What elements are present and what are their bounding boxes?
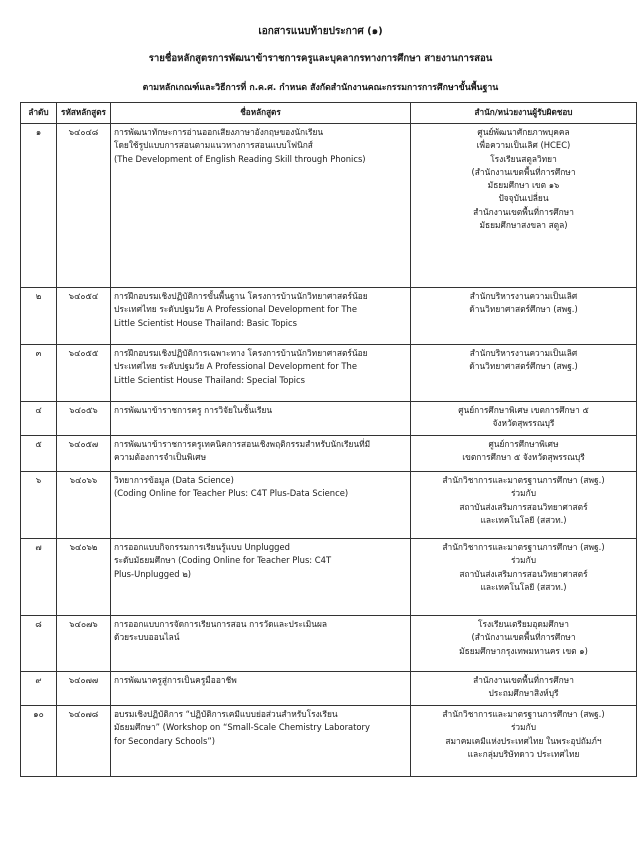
course-name-line: ประเทศไทย ระดับปฐมวัย A Professional Development for The (114, 361, 357, 372)
row-course-name (111, 124, 411, 288)
agency-line: (สำนักงานเขตพื้นที่การศึกษา (471, 632, 576, 643)
course-name-line: ความต้องการจำเป็นพิเศษ (114, 452, 207, 463)
agency-line: ร่วมกับ (510, 722, 537, 733)
course-name-line: การฝึกอบรมเชิงปฏิบัติการขั้นพื้นฐาน โครงการบ้านนักวิทยาศาสตร์น้อย (114, 291, 368, 301)
course-name-line: Plus-Unplugged ๒) (114, 568, 192, 579)
agency-line: สำนักงานเขตพื้นที่การศึกษา (473, 206, 574, 217)
table-body (21, 124, 637, 777)
course-name-line: การพัฒนาทักษะการอ่านออกเสียงภาษาอังกฤษของนักเรียน (114, 127, 324, 137)
row-course-name (111, 402, 411, 436)
agency-line: สำนักวิชาการและมาตรฐานการศึกษา (สพฐ.) (442, 542, 605, 552)
row-responsible-agency (411, 472, 637, 539)
row-order: ๗ (21, 539, 57, 616)
course-name-line: อบรมเชิงปฏิบัติการ “ปฏิบัติการเคมีแบบย่อส่วนสำหรับโรงเรียน (114, 709, 338, 719)
agency-line: ศูนย์พัฒนาศักยภาพบุคคล (477, 127, 570, 137)
row-order: ๑ (21, 124, 57, 288)
column-header-code: รหัสหลักสูตร (57, 103, 111, 124)
course-name-line: ประเทศไทย ระดับปฐมวัย A Professional Development for The (114, 304, 357, 315)
course-name-line: Little Scientist House Thailand: Special Topics (114, 374, 305, 385)
table-row (21, 616, 637, 672)
agency-line: สำนักวิชาการและมาตรฐานการศึกษา (สพฐ.) (442, 475, 605, 485)
row-course-code: ๖๔๐๔๘ (57, 124, 111, 288)
row-course-code: ๖๔๐๕๕ (57, 345, 111, 402)
course-name-line: for Secondary Schools”) (114, 735, 215, 746)
agency-line: สำนักงานเขตพื้นที่การศึกษา (473, 675, 574, 685)
row-responsible-agency (411, 616, 637, 672)
row-course-name (111, 288, 411, 345)
column-header-name: ชื่อหลักสูตร (111, 103, 411, 124)
row-responsible-agency (411, 539, 637, 616)
agency-line: ร่วมกับ (510, 488, 537, 499)
row-order: ๒ (21, 288, 57, 345)
row-course-code: ๖๔๐๗๘ (57, 706, 111, 777)
agency-line: ศูนย์การศึกษาพิเศษ เขตการศึกษา ๕ (458, 405, 589, 415)
row-course-name (111, 616, 411, 672)
table-row (21, 345, 637, 402)
course-name-line: วิทยาการข้อมูล (Data Science) (114, 475, 234, 485)
table-row (21, 124, 637, 288)
table-row (21, 402, 637, 436)
agency-line: เพื่อความเป็นเลิศ (HCEC) (476, 140, 571, 151)
row-order: ๑๐ (21, 706, 57, 777)
agency-line: ด้านวิทยาศาสตร์ศึกษา (สพฐ.) (469, 304, 578, 315)
agency-line: ศูนย์การศึกษาพิเศษ (488, 439, 559, 449)
agency-line: โรงเรียนเตรียมอุดมศึกษา (478, 619, 569, 629)
row-responsible-agency (411, 402, 637, 436)
row-responsible-agency (411, 436, 637, 472)
row-course-code: ๖๔๐๖๖ (57, 472, 111, 539)
row-responsible-agency (411, 124, 637, 288)
course-name-line: (The Development of English Reading Skill through Phonics) (114, 153, 366, 164)
row-responsible-agency (411, 672, 637, 706)
table-row (21, 436, 637, 472)
column-header-order: ลำดับ (21, 103, 57, 124)
row-course-code: ๖๔๐๗๗ (57, 672, 111, 706)
agency-line: มัธยมศึกษากรุงเทพมหานคร เขต ๑) (459, 645, 588, 656)
course-name-line: โดยใช้รูปแบบการสอนตามแนวทางการสอนแบบโฟนิกส์ (114, 140, 313, 151)
agency-line: ประถมศึกษาสิงห์บุรี (488, 688, 559, 699)
row-responsible-agency (411, 706, 637, 777)
agency-line: มัธยมศึกษา เขต ๑๖ (487, 180, 560, 191)
agency-line: สมาคมเคมีแห่งประเทศไทย ในพระอุปถัมภ์ฯ (445, 735, 602, 746)
agency-line: ร่วมกับ (510, 555, 537, 566)
agency-line: (สำนักงานเขตพื้นที่การศึกษา (471, 166, 576, 177)
course-name-line: (Coding Online for Teacher Plus: C4T Plus-Data Science) (114, 488, 349, 499)
course-name-line: การพัฒนาข้าราชการครูเทคนิคการสอนเชิงพฤติกรรมสำหรับนักเรียนที่มี (114, 439, 371, 449)
row-course-name (111, 706, 411, 777)
agency-line: และกลุ่มบริษัทดาว ประเทศไทย (467, 748, 580, 759)
course-name-line: ด้วยระบบออนไลน์ (114, 632, 180, 643)
row-course-name (111, 436, 411, 472)
document-title: เอกสารแนบท้ายประกาศ (๑) (258, 26, 383, 37)
course-name-line: Little Scientist House Thailand: Basic Topics (114, 317, 297, 328)
row-course-code: ๖๔๐๕๖ (57, 402, 111, 436)
row-order: ๔ (21, 402, 57, 436)
agency-line: ปัจจุบันเปลี่ยน (498, 193, 549, 204)
agency-line: สำนักบริหารงานความเป็นเลิศ (469, 348, 578, 358)
table-row (21, 288, 637, 345)
course-table (20, 102, 637, 777)
table-row (21, 706, 637, 777)
course-name-line: การพัฒนาครูสู่การเป็นครูมืออาชีพ (114, 675, 237, 685)
row-course-code: ๖๔๐๕๗ (57, 436, 111, 472)
course-name-line: การฝึกอบรมเชิงปฏิบัติการเฉพาะทาง โครงการบ้านนักวิทยาศาสตร์น้อย (114, 348, 368, 358)
course-name-line: การพัฒนาข้าราชการครู การวิจัยในชั้นเรียน (114, 405, 273, 415)
row-course-name (111, 672, 411, 706)
document-subtitle: รายชื่อหลักสูตรการพัฒนาข้าราชการครูและบุคลากรทางการศึกษา สายงานการสอน (148, 53, 493, 64)
row-responsible-agency (411, 288, 637, 345)
course-name-line: ระดับมัธยมศึกษา (Coding Online for Teacher Plus: C4T (114, 555, 332, 566)
row-course-name (111, 472, 411, 539)
row-order: ๙ (21, 672, 57, 706)
row-order: ๘ (21, 616, 57, 672)
table-row (21, 472, 637, 539)
agency-line: และเทคโนโลยี (สสวท.) (480, 514, 567, 525)
table-row (21, 672, 637, 706)
column-header-agency: สำนัก/หน่วยงานผู้รับผิดชอบ (411, 103, 637, 124)
agency-line: และเทคโนโลยี (สสวท.) (480, 581, 567, 592)
agency-line: สถาบันส่งเสริมการสอนวิทยาศาสตร์ (459, 501, 588, 512)
row-course-name (111, 539, 411, 616)
row-course-code: ๖๔๐๗๖ (57, 616, 111, 672)
table-row (21, 539, 637, 616)
course-name-line: การออกแบบการจัดการเรียนการสอน การวัดและประเมินผล (114, 619, 328, 629)
agency-line: สำนักบริหารงานความเป็นเลิศ (469, 291, 578, 301)
agency-line: มัธยมศึกษาสงขลา สตูล) (479, 220, 568, 231)
course-name-line: มัธยมศึกษา” (Workshop on “Small-Scale Chemistry Laboratory (114, 722, 370, 733)
row-order: ๓ (21, 345, 57, 402)
row-course-code: ๖๔๐๕๔ (57, 288, 111, 345)
table-header-row (21, 103, 637, 124)
agency-line: จังหวัดสุพรรณบุรี (492, 418, 555, 429)
row-order: ๖ (21, 472, 57, 539)
agency-line: ด้านวิทยาศาสตร์ศึกษา (สพฐ.) (469, 361, 578, 372)
row-course-code: ๖๔๐๖๒ (57, 539, 111, 616)
course-name-line: การออกแบบกิจกรรมการเรียนรู้แบบ Unplugged (114, 542, 290, 552)
agency-line: โรงเรียนสตูลวิทยา (490, 153, 557, 164)
agency-line: สถาบันส่งเสริมการสอนวิทยาศาสตร์ (459, 568, 588, 579)
row-responsible-agency (411, 345, 637, 402)
agency-line: เขตการศึกษา ๕ จังหวัดสุพรรณบุรี (462, 452, 585, 463)
row-order: ๕ (21, 436, 57, 472)
document-subtitle-2: ตามหลักเกณฑ์และวิธีการที่ ก.ค.ศ. กำหนด สังกัดสำนักงานคณะกรรมการการศึกษาขั้นพื้นฐาน (142, 83, 499, 93)
row-course-name (111, 345, 411, 402)
agency-line: สำนักวิชาการและมาตรฐานการศึกษา (สพฐ.) (442, 709, 605, 719)
